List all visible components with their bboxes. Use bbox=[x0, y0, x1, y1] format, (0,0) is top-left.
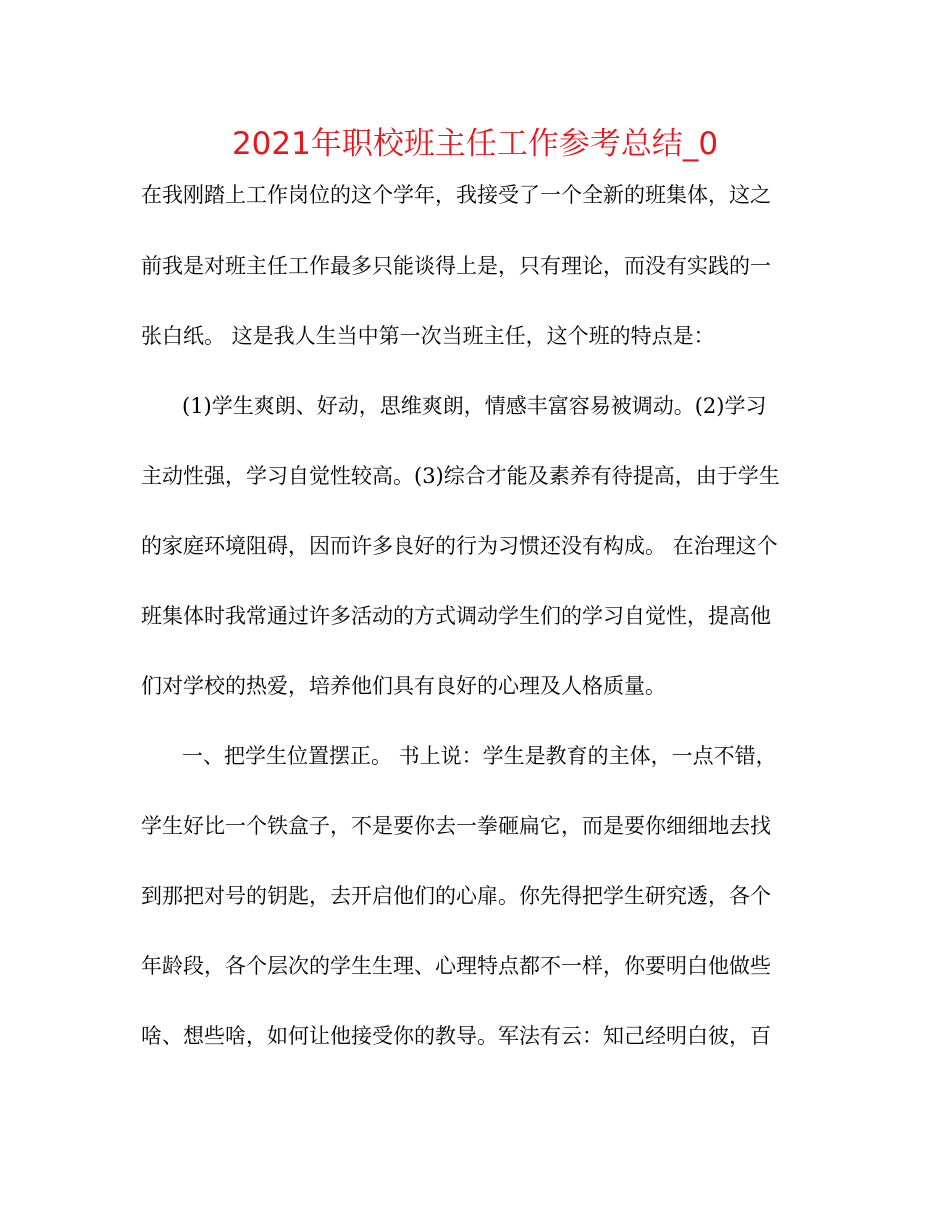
body-line-1: 在我刚踏上工作岗位的这个学年，我接受了一个全新的班集体，这之 bbox=[141, 183, 771, 207]
body-line-10: 学生好比一个铁盒子，不是要你去一拳砸扁它，而是要你细细地去找 bbox=[141, 814, 771, 838]
body-line-7: 班集体时我常通过许多活动的方式调动学生们的学习自觉性，提高他 bbox=[141, 604, 771, 628]
body-line-3: 张白纸。 这是我人生当中第一次当班主任，这个班的特点是： bbox=[141, 324, 715, 348]
body-line-13: 啥、想些啥，如何让他接受你的教导。军法有云：知己经明白彼，百 bbox=[141, 1024, 771, 1048]
body-line-4: (1)学生爽朗、好动，思维爽朗，情感丰富容易被调动。(2)学习 bbox=[182, 394, 767, 418]
body-line-2: 前我是对班主任工作最多只能谈得上是，只有理论，而没有实践的一 bbox=[141, 254, 771, 278]
body-line-5: 主动性强，学习自觉性较高。(3)综合才能及素养有待提高，由于学生 bbox=[141, 464, 780, 488]
body-line-11: 到那把对号的钥匙，去开启他们的心扉。你先得把学生研究透，各个 bbox=[141, 884, 771, 908]
body-line-9: 一、把学生位置摆正。 书上说：学生是教育的主体，一点不错， bbox=[182, 744, 777, 768]
body-line-12: 年龄段，各个层次的学生生理、心理特点都不一样，你要明白他做些 bbox=[141, 954, 771, 978]
body-line-8: 们对学校的热爱，培养他们具有良好的心理及人格质量。 bbox=[141, 674, 666, 698]
body-line-6: 的家庭环境阻碍，因而许多良好的行为习惯还没有构成。 在治理这个 bbox=[141, 534, 778, 558]
document-title: 2021年职校班主任工作参考总结_0 bbox=[231, 126, 719, 162]
